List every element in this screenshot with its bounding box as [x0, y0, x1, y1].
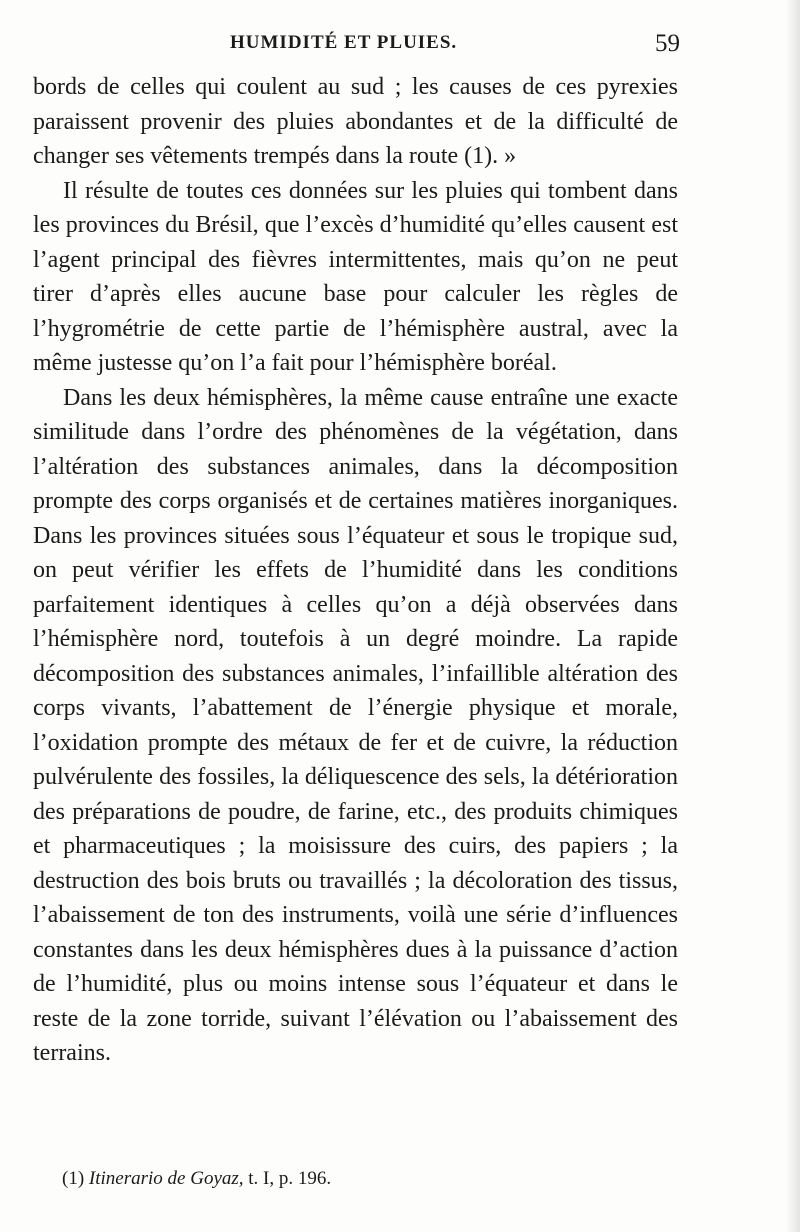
footnote-title: Itinerario de Goyaz, [88, 1168, 244, 1189]
paragraph-continued: bords de celles qui coulent au sud ; les causes de ces pyrexies paraissent provenir des pluies abondantes et de la difficulté de changer ses vêtements trempés dans la route (1). » [33, 74, 678, 169]
body-text [33, 70, 678, 1071]
running-head: HUMIDITÉ ET PLUIES. [230, 32, 458, 53]
paragraph: Il résulte de toutes ces données sur les pluies qui tombent dans les provinces du Brésil, que l’excès d’humidité qu’elles causent est l’agent principal des fièvres intermittentes, mais qu’on ne peut tirer d’après elles aucune base pour calculer les règles de l’hygrométrie de cette partie de l’hémisphère austral, avec la même justesse qu’on l’a fait pour l’hémisphère boréal. [33, 177, 678, 376]
page-header [30, 30, 680, 60]
paragraph: Dans les deux hémisphères, la même cause entraîne une exacte similitude dans l’ordre des phénomènes de la végétation, dans l’altération des substances animales, dans la décomposition prompte des corps organisés et de certaines matières inorganiques. Dans les provinces situées sous l’équateur et sous le tropique sud, on peut vérifier les effets de l’humidité dans les conditions parfaitement identiques à celles qu’on a déjà observées dans l’hémisphère nord, toutefois à un degré moindre. La rapide décomposition des substances animales, l’infaillible altération des corps vivants, l’abattement de l’énergie physique et morale, l’oxidation prompte des métaux de fer et de cuivre, la réduction pulvérulente des fossiles, la déliquescence des sels, la détérioration des préparations de poudre, de farine, etc., des produits chimiques et pharmaceutiques ; la moisissure des cuirs, des papiers ; la destruction des bois bruts ou travaillés ; la décoloration des tissus, l’abaissement de ton des instruments, voilà une série d’influences constantes dans les deux hémisphères dues à la puissance d’action de l’humidité, plus ou moins intense sous l’équateur et dans le reste de la zone torride, suivant l’élévation ou l’abaissement des terrains. [33, 384, 678, 1066]
footnote-reference: t. I, p. 196. [248, 1168, 332, 1189]
page-number: 59 [655, 30, 680, 57]
footnote [62, 1168, 331, 1190]
page-edge-shadow [786, 0, 800, 1232]
footnote-marker: (1) [62, 1168, 85, 1189]
